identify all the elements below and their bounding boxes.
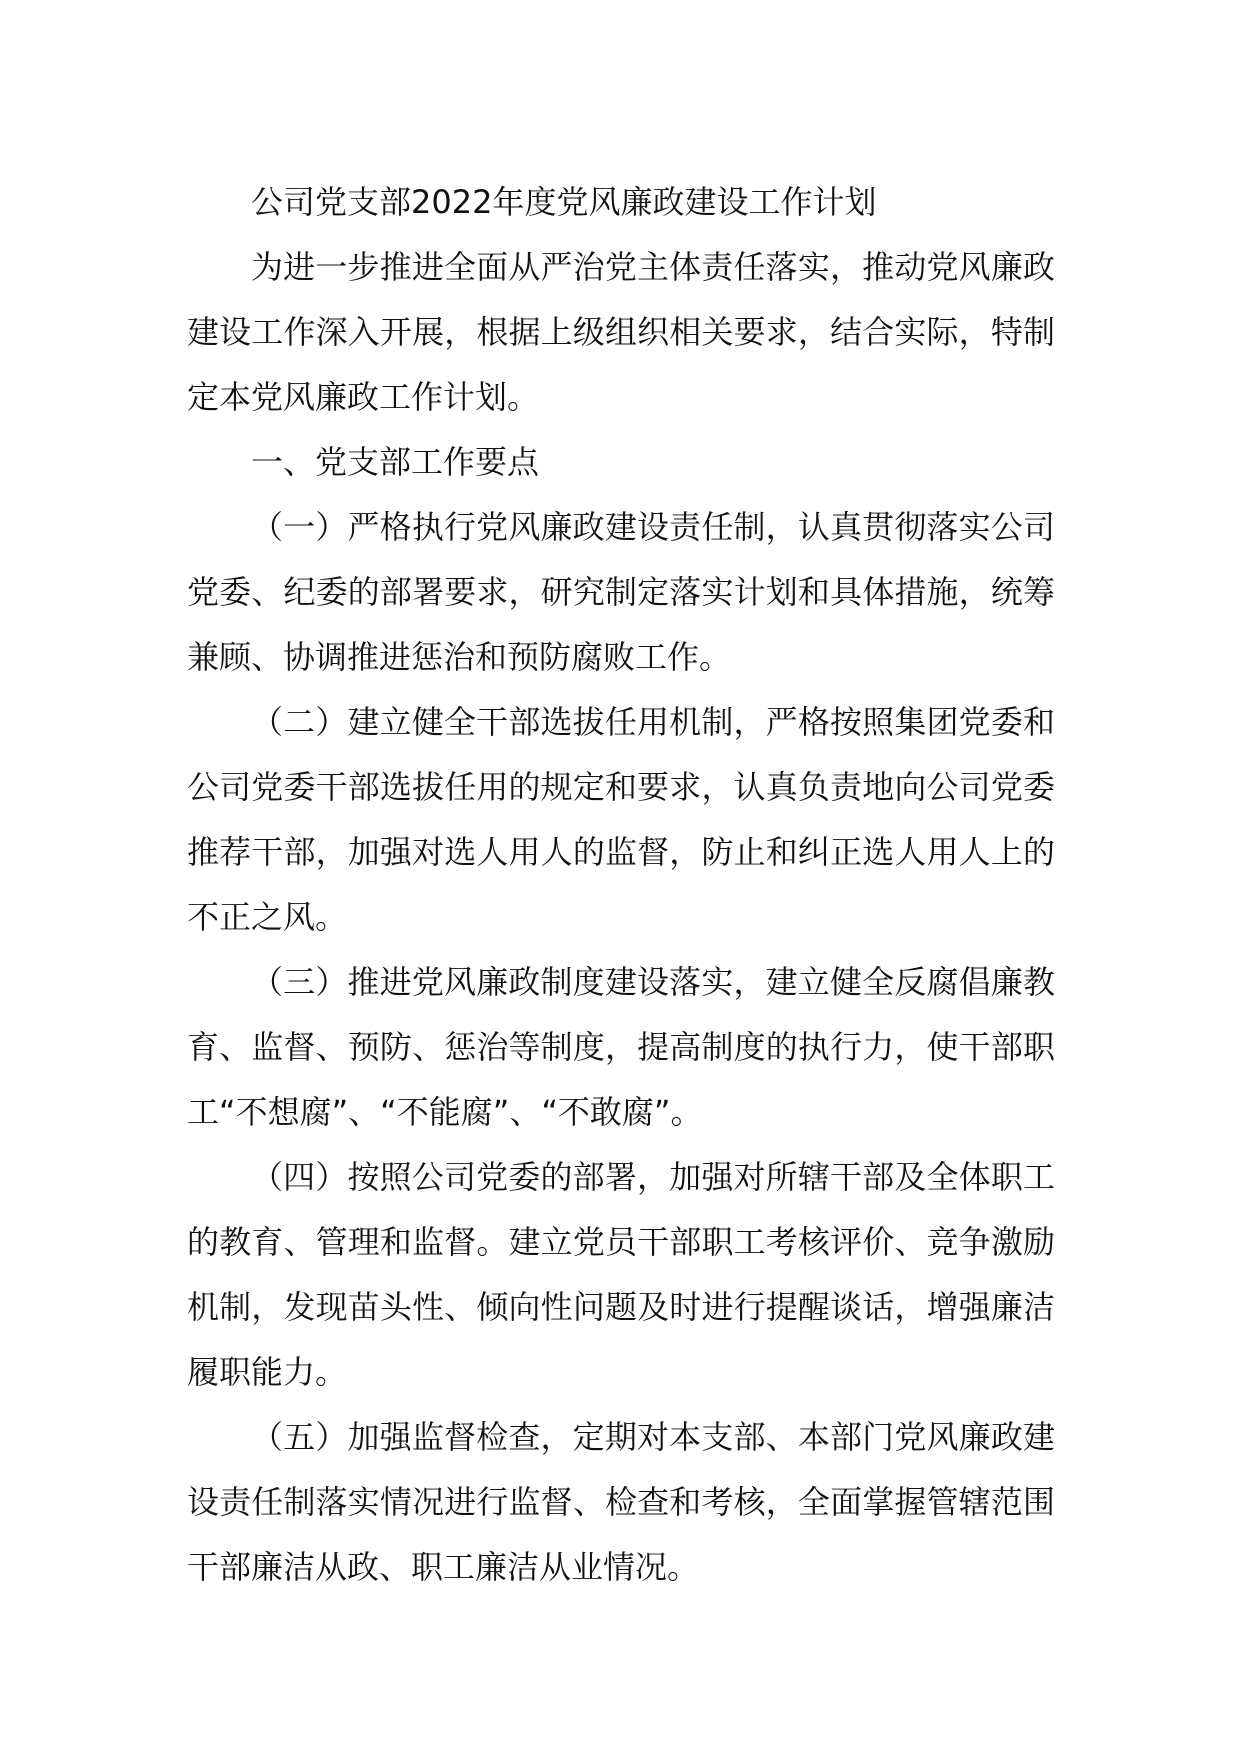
item-paragraph-3: （三）推进党风廉政制度建设落实，建立健全反腐倡廉教育、监督、预防、惩治等制度，提高制度的执行力，使干部职工“不想腐”、“不能腐”、“不敢腐”。 — [187, 963, 1055, 1131]
intro-paragraph: 为进一步推进全面从严治党主体责任落实，推动党风廉政建设工作深入开展，根据上级组织相关要求，结合实际，特制定本党风廉政工作计划。 — [187, 248, 1055, 416]
document-body — [187, 170, 1055, 1600]
section-heading: 一、党支部工作要点 — [251, 443, 540, 481]
item-paragraph-2: （二）建立健全干部选拔任用机制，严格按照集团党委和公司党委干部选拔任用的规定和要求，认真负责地向公司党委推荐干部，加强对选人用人的监督，防止和纠正选人用人上的不正之风。 — [187, 703, 1055, 936]
item-paragraph-4: （四）按照公司党委的部署，加强对所辖干部及全体职工的教育、管理和监督。建立党员干部职工考核评价、竞争激励机制，发现苗头性、倾向性问题及时进行提醒谈话，增强廉洁履职能力。 — [187, 1158, 1055, 1391]
item-paragraph-1: （一）严格执行党风廉政建设责任制，认真贯彻落实公司党委、纪委的部署要求，研究制定落实计划和具体措施，统筹兼顾、协调推进惩治和预防腐败工作。 — [187, 508, 1055, 676]
item-paragraph-5: （五）加强监督检查，定期对本支部、本部门党风廉政建设责任制落实情况进行监督、检查和考核，全面掌握管辖范围干部廉洁从政、职工廉洁从业情况。 — [187, 1418, 1055, 1586]
document-title: 公司党支部2022年度党风廉政建设工作计划 — [251, 183, 877, 221]
